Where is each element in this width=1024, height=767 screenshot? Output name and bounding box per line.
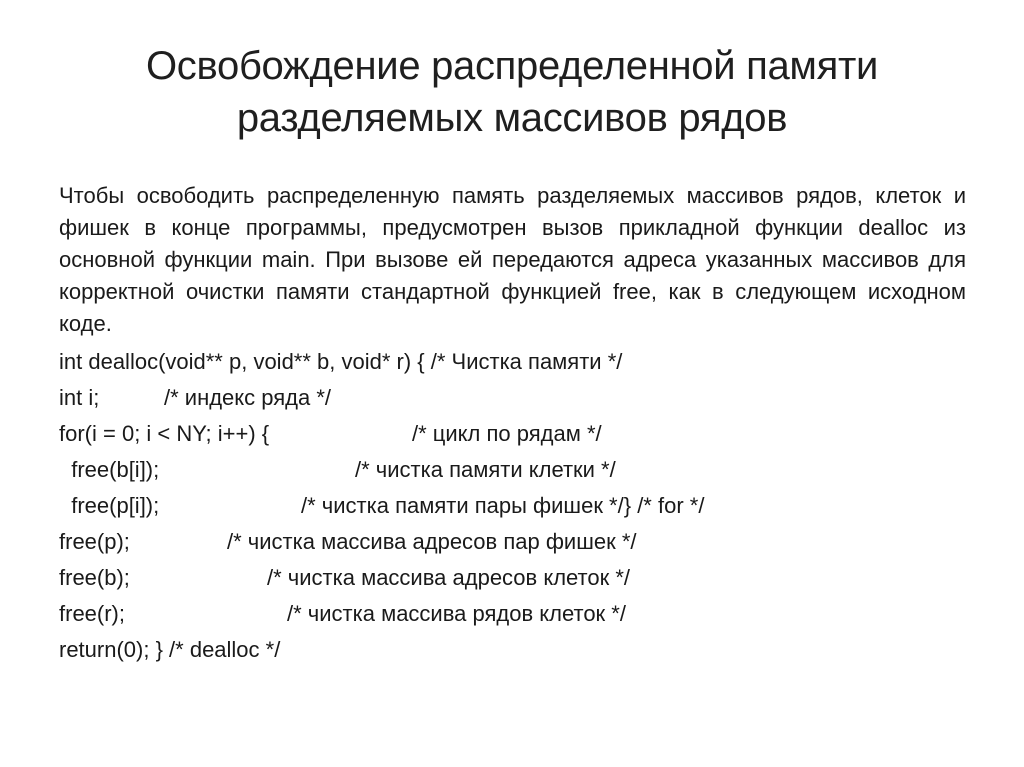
code-line	[59, 632, 966, 668]
code-line	[59, 344, 966, 380]
slide-title	[40, 40, 984, 144]
code-text: free(r);	[59, 601, 125, 626]
code-line	[59, 596, 966, 632]
code-text: free(p);	[59, 529, 130, 554]
description-paragraph: Чтобы освободить распределенную память разделяемых массивов рядов, клеток и фишек в конце программы, предусмотрен вызов прикладной функции dealloc из основной функции main. При вызове ей передаются адреса указанных массивов для корректной очистки памяти стандартной функцией free, как в следующем исходном коде.	[59, 183, 966, 336]
code-line	[59, 416, 966, 452]
code-line	[59, 380, 966, 416]
code-line	[59, 524, 966, 560]
code-line	[59, 452, 966, 488]
code-comment: /* чистка памяти пары фишек */} /* for */	[301, 493, 705, 518]
code-comment: /* индекс ряда */	[164, 385, 332, 410]
code-text: free(b[i]);	[59, 457, 160, 482]
code-comment: /* чистка памяти клетки */	[355, 457, 616, 482]
code-text: int dealloc(void** p, void** b, void* r) { /* Чистка памяти */	[59, 349, 623, 374]
code-text: return(0); } /* dealloc */	[59, 637, 281, 662]
code-comment: /* чистка массива адресов пар фишек */	[227, 529, 637, 554]
code-comment: /* цикл по рядам */	[412, 421, 602, 446]
slide-body	[59, 180, 966, 668]
title-line-2: разделяемых массивов рядов	[236, 96, 788, 140]
code-comment: /* чистка массива рядов клеток */	[287, 601, 626, 626]
code-text: free(b);	[59, 565, 130, 590]
code-text: int i;	[59, 385, 100, 410]
code-text: free(p[i]);	[59, 493, 160, 518]
title-line-1: Освобождение распределенной памяти	[145, 44, 879, 88]
code-comment: /* чистка массива адресов клеток */	[267, 565, 631, 590]
code-line	[59, 488, 966, 524]
code-line	[59, 560, 966, 596]
code-text: for(i = 0; i < NY; i++) {	[59, 421, 270, 446]
